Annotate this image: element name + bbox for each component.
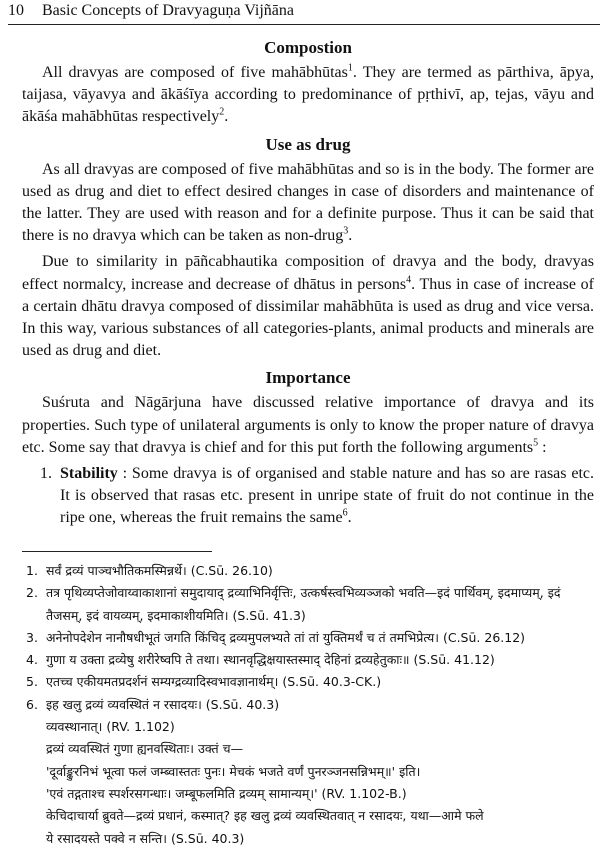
footnote-ref: 6 — [342, 508, 348, 520]
footnote-ref: 1 — [347, 62, 353, 74]
heading-importance: Importance — [265, 368, 351, 388]
footnote: 1. सर्वं द्रव्यं पाञ्चभौतिकमस्मिन्नर्थे। (C.Sū. 26.10) — [26, 563, 273, 578]
main-text — [22, 32, 594, 530]
footnotes — [26, 560, 596, 850]
paragraph-importance: Suśruta and Nāgārjuna have discussed relative importance of dravya and its properties. Such type of unilateral arguments is only to know the proper nature of dravya etc. Some say that dravya is chief and for this put forth the following arguments$^5$ : — [22, 394, 594, 456]
running-title: Basic Concepts of Dravyaguṇa Vijñāna — [42, 2, 295, 19]
heading-composition: Compostion — [264, 38, 352, 57]
footnote: 3. अनेनोपदेशेन नानौषधीभूतं जगति किंचिद् द्रव्यमुपलभ्यते तां तां युक्तिमर्थं च तं तमभिप्रेत्य। (C.Sū. 26.12) — [26, 629, 526, 645]
running-header — [8, 0, 600, 25]
heading-use-as-drug: Use as drug — [265, 134, 351, 154]
footnote: 4. गुणा य उक्ता द्रव्येषु शरीरेष्वपि ते तथा। स्थानवृद्धिक्षयास्तस्माद् देहिनां द्रव्यहेतुकाः॥ (S.Sū. 41.12) — [26, 652, 495, 668]
footnote-ref: 3 — [343, 225, 349, 237]
page-number: 10 — [8, 2, 24, 19]
paragraph-use-as-drug-2: Due to similarity in pāñcabhautika composition of dravya and the body, dravyas effect normalcy, increase and decrease of dhātus in persons$^4$. Thus in case of increase of a certain dhātu dravya composed of dissimilar mahābhūta is used as drug and vice versa. In this way, various substances of all categories-plants, animal products and minerals are used as drug and diet. — [22, 253, 595, 360]
footnote-ref: 4 — [406, 274, 412, 286]
arguments-list — [22, 463, 594, 530]
paragraph-composition: All dravyas are composed of five mahābhūtas$^1$. They are termed as pārthiva, āpya, taijasa, vāyavya and ākāśīya according to predominance of pṛthivī, ap, tejas, vāyu and ākāśa mahābhūtas respectively$^2$. — [22, 62, 594, 126]
footnote: 2. तत्र पृथिव्यप्तेजोवाय्वाकाशानां समुदायाद् द्रव्याभिनिर्वृत्तिः, उत्कर्षस्त्वभिव्यञ्जको भवति—इदं पार्थिवम्, इदमाप्यम्, इदं तैजसम्, इदं वायव्यम्, इदमाकाशीयमिति। (S.Sū. 41.3) — [26, 585, 561, 623]
footnote-ref: 5 — [533, 437, 539, 449]
footnote-divider — [22, 551, 212, 552]
list-item-label: Stability — [60, 465, 118, 483]
footnote: 5. एतच्च एकीयमतप्रदर्शनं सम्यग्द्रव्यादिस्वभावज्ञानार्थम्। (S.Sū. 40.3-CK.) — [26, 674, 382, 690]
footnote: 6. इह खलु द्रव्यं व्यवस्थितं न रसादयः। (S.Sū. 40.3) व्यवस्थानात्। (RV. 1.102) द्रव्यं व्यवस्थितं गुणा ह्यनवस्थिताः। उक्तं च— 'दूर्वाङ्कुरनिभं भूत्वा फलं जम्ब्वास्ततः पुनः। मेचकं भजते वर्णं पुनरञ्जनसन्निभम्॥' इति। 'एवं तद्गताश्च स्पर्शरसगन्धाः। जम्बूफलमिति द्रव्यम् सामान्यम्।' (RV. 1.102-B.) केचिदाचार्या ब्रुवते—द्रव्यं प्रधानं, कस्मात्? इह खलु द्रव्यं व्यवस्थितवात् न रसादयः, यथा—आमे फले ये रसादयस्ते पक्वे न सन्ति। (S.Sū. 40.3) — [26, 696, 484, 846]
footnote-ref: 2 — [219, 107, 225, 119]
list-item: 1. Stability : Some dravya is of organised and stable nature and has so are rasas etc. It is observed that rasas etc. present in unripe state of fruit do not continue in the ripe one, whereas the fruit remains the same$^6$. — [40, 465, 594, 527]
list-number: 1. — [40, 465, 52, 483]
paragraph-use-as-drug-1: As all dravyas are composed of five mahābhūtas and so is in the body. The former are used as drug and diet to effect desired changes in case of disorders and maintenance of the latter. They are used with reason and for a definite purpose. Thus it can be said that there is no dravya which can be taken as non-drug$^3$. — [22, 160, 594, 245]
